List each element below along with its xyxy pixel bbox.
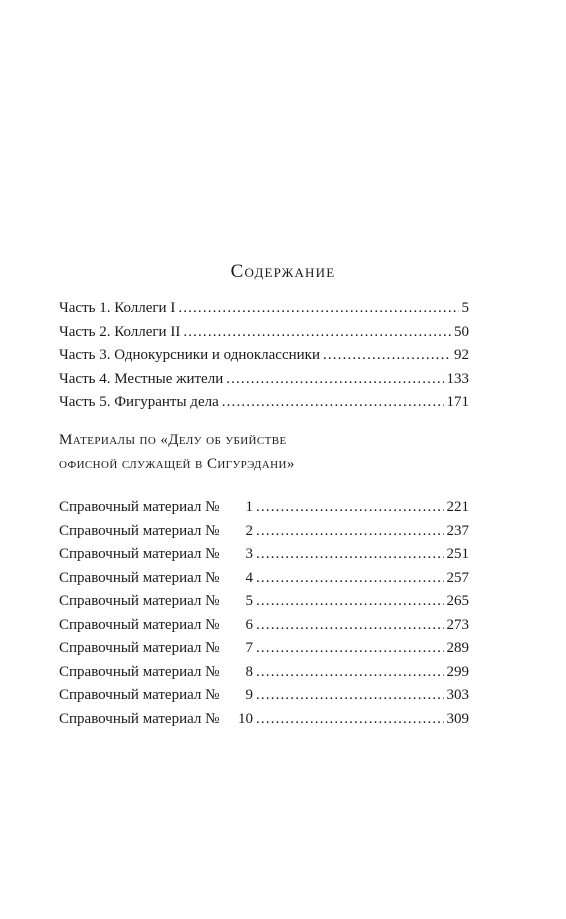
entry-label: Справочный материал №: [59, 499, 220, 515]
toc-entry[interactable]: [59, 344, 469, 368]
entry-label: Справочный материал №: [59, 710, 220, 727]
entry-page: 237: [446, 522, 469, 539]
entry-label: Справочный материал №: [59, 640, 220, 656]
appendix-heading-line: Материалы по «Делу об убийстве: [59, 432, 287, 448]
entry-label: Часть 1. Коллеги I: [59, 300, 176, 316]
entry-label: Часть 4. Местные жители: [59, 370, 224, 387]
toc-entry[interactable]: [59, 391, 469, 415]
toc-title: Содержание: [230, 261, 336, 282]
entry-page: 251: [446, 546, 469, 562]
entry-page: 289: [446, 640, 469, 656]
entry-page: 309: [446, 710, 469, 727]
toc-entry[interactable]: [59, 661, 469, 685]
entry-label: Справочный материал №: [59, 663, 220, 680]
chapter-list: [59, 297, 469, 415]
toc-entry[interactable]: [59, 520, 469, 544]
dot-leader: [183, 321, 451, 345]
entry-page: 265: [446, 593, 469, 609]
dot-leader: [256, 590, 444, 614]
entry-page: 299: [446, 663, 469, 680]
material-number: 8: [245, 663, 253, 680]
material-number: 4: [245, 569, 253, 586]
material-number: 1: [245, 499, 253, 515]
dot-leader: [256, 520, 444, 544]
material-number: 6: [245, 616, 253, 633]
dot-leader: [256, 637, 444, 661]
entry-label: Часть 5. Фигуранты дела: [59, 394, 219, 410]
toc-entry[interactable]: [59, 567, 469, 591]
toc-entry[interactable]: [59, 614, 469, 638]
entry-label: Справочный материал №: [59, 522, 220, 539]
toc-entry[interactable]: [59, 708, 469, 732]
entry-page: 303: [446, 687, 469, 703]
dot-leader: [256, 661, 444, 685]
entry-label: Справочный материал №: [59, 569, 220, 586]
materials-list: [59, 496, 469, 731]
material-number: 3: [245, 546, 253, 562]
dot-leader: [222, 391, 444, 415]
entry-page: 50: [454, 323, 469, 340]
dot-leader: [178, 297, 458, 321]
dot-leader: [256, 496, 444, 520]
entry-page: 273: [446, 616, 469, 633]
dot-leader: [256, 614, 444, 638]
entry-page: 221: [446, 499, 469, 515]
material-number: 10: [238, 710, 253, 727]
toc-entry[interactable]: [59, 321, 469, 345]
toc-entry[interactable]: [59, 543, 469, 567]
dot-leader: [256, 684, 444, 708]
entry-label: Справочный материал №: [59, 616, 220, 633]
toc-entry[interactable]: [59, 590, 469, 614]
entry-label: Справочный материал №: [59, 687, 220, 703]
material-number: 9: [245, 687, 253, 703]
dot-leader: [256, 567, 444, 591]
toc-entry[interactable]: [59, 297, 469, 321]
entry-label: Справочный материал №: [59, 593, 220, 609]
toc-entry[interactable]: [59, 684, 469, 708]
entry-page: 5: [461, 300, 469, 316]
material-number: 2: [245, 522, 253, 539]
dot-leader: [256, 708, 444, 732]
toc-entry[interactable]: [59, 496, 469, 520]
entry-label: Справочный материал №: [59, 546, 220, 562]
dot-leader: [256, 543, 444, 567]
dot-leader: [323, 344, 451, 368]
dot-leader: [226, 368, 443, 392]
entry-page: 171: [446, 394, 469, 410]
toc-entry[interactable]: [59, 368, 469, 392]
appendix-heading-line: офисной служащей в Сигурэдани»: [59, 455, 295, 472]
entry-page: 257: [446, 569, 469, 586]
entry-label: Часть 3. Однокурсники и одноклассники: [59, 347, 320, 363]
toc-entry[interactable]: [59, 637, 469, 661]
material-number: 5: [245, 593, 253, 609]
appendix-heading: [59, 429, 479, 476]
entry-page: 92: [454, 347, 469, 363]
entry-page: 133: [446, 370, 469, 387]
entry-label: Часть 2. Коллеги II: [59, 323, 181, 340]
material-number: 7: [245, 640, 253, 656]
